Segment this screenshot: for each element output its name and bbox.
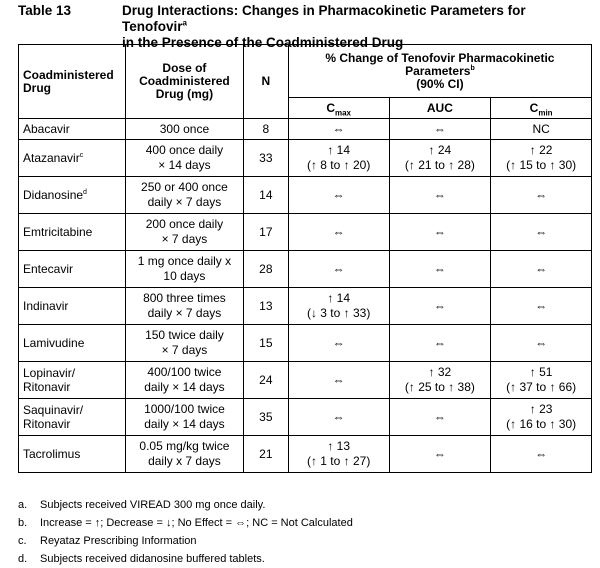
footnote: b. Increase = ↑; Decrease = ↓; No Effect = ⇔; NC = Not Calculated (18, 517, 353, 529)
auc-cell: ⇔ (389, 325, 491, 362)
auc-cell: ⇔ (389, 436, 491, 473)
table-label: Table 13 (18, 3, 72, 18)
n-cell: 21 (243, 436, 288, 473)
cmin-cell: ↑ 22 (↑ 15 to ↑ 30) (491, 140, 592, 177)
auc-cell: ⇔ (389, 288, 491, 325)
dose-cell: 1000/100 twice daily × 14 days (125, 399, 243, 436)
drug-cell: Lopinavir/ Ritonavir (19, 362, 126, 399)
cmax-cell: ⇔ (288, 325, 389, 362)
table-row (19, 140, 592, 177)
n-cell: 28 (243, 251, 288, 288)
dose-cell: 400 once daily × 14 days (125, 140, 243, 177)
footnote: a. Subjects received VIREAD 300 mg once daily. (18, 499, 266, 511)
cmin-cell: ⇔ (491, 325, 592, 362)
header-cmin: $C_{min}$ (491, 98, 592, 119)
table-body (19, 119, 592, 473)
header-cmax: $C_{max}$ (288, 98, 389, 119)
table-row (19, 177, 592, 214)
n-cell: 24 (243, 362, 288, 399)
cmax-cell: ⇔ (288, 177, 389, 214)
table-row (19, 288, 592, 325)
n-cell: 13 (243, 288, 288, 325)
table-row (19, 399, 592, 436)
cmax-cell: ↑ 14 (↓ 3 to ↑ 33) (288, 288, 389, 325)
auc-cell: ⇔ (389, 119, 491, 140)
interactions-table (18, 44, 592, 473)
auc-cell: ↑ 24 (↑ 21 to ↑ 28) (389, 140, 491, 177)
dose-cell: 400/100 twice daily × 14 days (125, 362, 243, 399)
cmax-cell: ↑ 14 (↑ 8 to ↑ 20) (288, 140, 389, 177)
drug-cell: Lamivudine (19, 325, 126, 362)
drug-cell: Didanosine$^d$ (19, 177, 126, 214)
auc-cell: ⇔ (389, 177, 491, 214)
drug-cell: Atazanavir$^c$ (19, 140, 126, 177)
footnotes (18, 496, 353, 568)
cmax-cell: ⇔ (288, 119, 389, 140)
table-row (19, 214, 592, 251)
cmax-cell: ⇔ (288, 251, 389, 288)
cmin-cell: ⇔ (491, 436, 592, 473)
auc-cell: ⇔ (389, 399, 491, 436)
auc-cell: ⇔ (389, 251, 491, 288)
cmax-cell: ↑ 13 (↑ 1 to ↑ 27) (288, 436, 389, 473)
cmin-cell: ↑ 51 (↑ 37 to ↑ 66) (491, 362, 592, 399)
drug-cell: Entecavir (19, 251, 126, 288)
n-cell: 14 (243, 177, 288, 214)
dose-cell: 150 twice daily × 7 days (125, 325, 243, 362)
header-pct-change: % Change of Tenofovir Pharmacokinetic Parameters$^b$ (90% CI) (288, 45, 591, 98)
cmin-cell: ⇔ (491, 288, 592, 325)
dose-cell: 800 three times daily × 7 days (125, 288, 243, 325)
dose-cell: 1 mg once daily x 10 days (125, 251, 243, 288)
drug-cell: Emtricitabine (19, 214, 126, 251)
cmin-cell: ⇔ (491, 251, 592, 288)
drug-cell: Indinavir (19, 288, 126, 325)
cmax-cell: ⇔ (288, 399, 389, 436)
dose-cell: 0.05 mg/kg twice daily x 7 days (125, 436, 243, 473)
table-row (19, 362, 592, 399)
header-n: N (243, 45, 288, 119)
cmin-cell: ↑ 23 (↑ 16 to ↑ 30) (491, 399, 592, 436)
table-row (19, 325, 592, 362)
title-line1: Drug Interactions: Changes in Pharmacokinetic Parameters for Tenofovir (122, 3, 526, 34)
cmin-cell: ⇔ (491, 177, 592, 214)
n-cell: 8 (243, 119, 288, 140)
title-footnote-marker: a (182, 18, 187, 28)
header-drug: Coadministered Drug (19, 45, 126, 119)
auc-cell: ↑ 32 (↑ 25 to ↑ 38) (389, 362, 491, 399)
table-row (19, 436, 592, 473)
cmin-cell: ⇔ (491, 214, 592, 251)
cmin-cell: NC (491, 119, 592, 140)
drug-cell: Abacavir (19, 119, 126, 140)
cmax-cell: ⇔ (288, 362, 389, 399)
cmax-cell: ⇔ (288, 214, 389, 251)
table-row (19, 251, 592, 288)
drug-cell: Saquinavir/ Ritonavir (19, 399, 126, 436)
footnote: c. Reyataz Prescribing Information (18, 535, 197, 547)
dose-cell: 250 or 400 once daily × 7 days (125, 177, 243, 214)
n-cell: 33 (243, 140, 288, 177)
table-row (19, 119, 592, 140)
footnote: d. Subjects received didanosine buffered tablets. (18, 553, 265, 565)
dose-cell: 200 once daily × 7 days (125, 214, 243, 251)
drug-cell: Tacrolimus (19, 436, 126, 473)
header-auc: AUC (389, 98, 491, 119)
n-cell: 35 (243, 399, 288, 436)
auc-cell: ⇔ (389, 214, 491, 251)
n-cell: 15 (243, 325, 288, 362)
n-cell: 17 (243, 214, 288, 251)
dose-cell: 300 once (125, 119, 243, 140)
header-dose: Dose of Coadministered Drug (mg) (125, 45, 243, 119)
title-line2: in the Presence of the Coadministered Drug (122, 35, 404, 50)
